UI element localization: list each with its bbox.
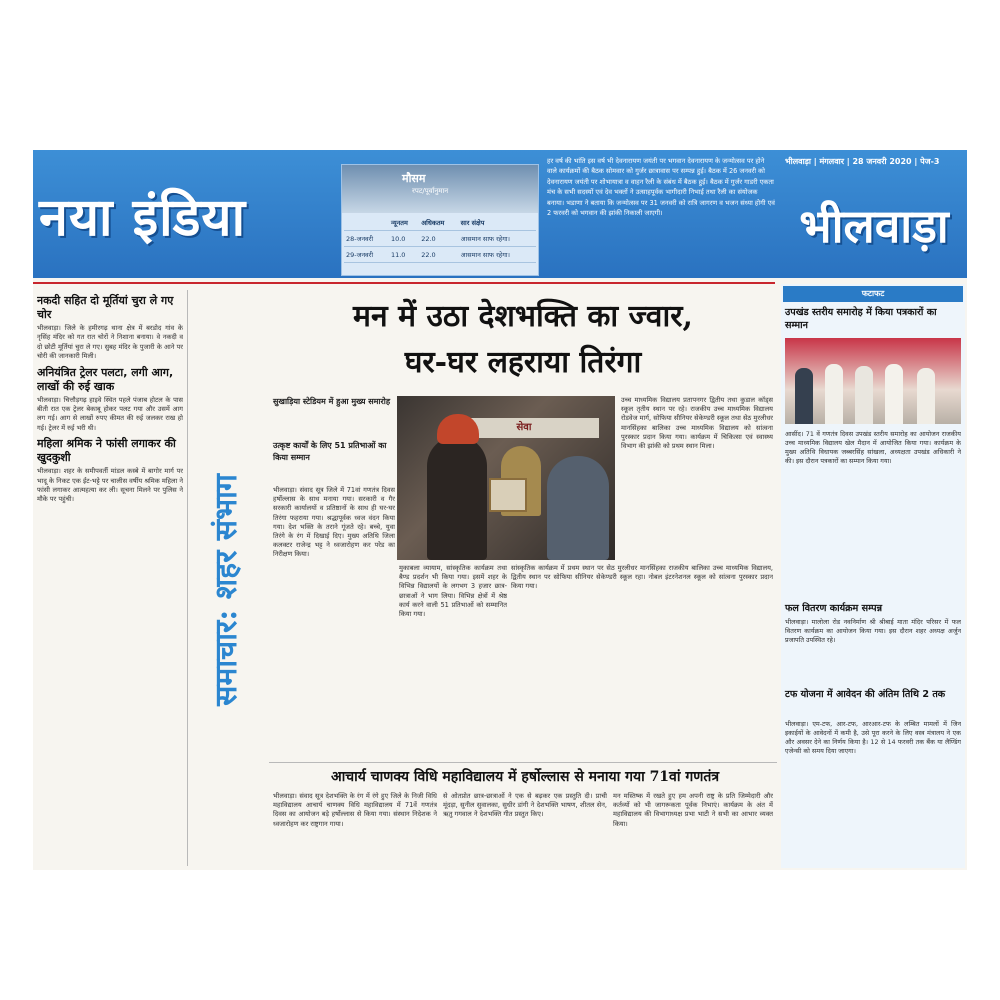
weather-row bbox=[344, 247, 536, 263]
story2-column-b: से ओतप्रोत छात्र-छात्राओं ने एक से बढ़कर एक प्रस्तुति दी। प्राची मूंदड़ा, सुनील सुवालका, सुधीर डांगी ने देशभक्ति भाषण, शीतल सेन, ऋतु गगवाल ने देशभक्ति गीत प्रस्तुत किए। bbox=[443, 792, 607, 819]
photo-trophy bbox=[489, 478, 527, 512]
headline-line-2: घर-घर लहराया तिरंगा bbox=[404, 345, 642, 380]
story-text: भीलवाड़ा। जिले के हमीरगढ़ थाना क्षेत्र में बरडोद गांव के नृसिंह मंदिर को गत रात चोरों ने निशाना बनाया। वे नकदी व दो छोटी मूर्तियां चुरा ले गए। सुबह मंदिर के पुजारी के आने पर चोरी की जानकारी मिली। bbox=[37, 324, 183, 361]
story-title: फल वितरण कार्यक्रम सम्पन्न bbox=[785, 603, 883, 614]
weather-header-min: न्यूनतम bbox=[389, 215, 419, 231]
story-text: भीलवाड़ा। शहर के समीपवर्ती मांडल कस्बे में बागोर मार्ग पर भादू के निकट एक ईंट-भट्टे पर चालीस वर्षीय श्रमिक महिला ने फांसी लगाकर आत्महत्या कर ली। सूचना मिलने पर पुलिस ने मौके पर पहुंची। bbox=[37, 467, 183, 504]
weather-header-blank bbox=[344, 215, 389, 231]
photo-turban bbox=[437, 414, 479, 444]
photo-banner: सेवा bbox=[449, 418, 599, 438]
left-column bbox=[37, 290, 183, 866]
weather-max: 22.0 bbox=[419, 231, 458, 247]
weather-min: 10.0 bbox=[389, 231, 419, 247]
weather-subtitle: रपट/पूर्वानुमान bbox=[412, 187, 449, 195]
section-tag: फटाफट bbox=[783, 286, 963, 302]
subdeck-1: सुखाड़िया स्टेडियम में हुआ मुख्य समारोह bbox=[273, 397, 391, 406]
weather-table bbox=[344, 215, 536, 263]
story2-column-a: भीलवाड़ा। संवाद सूत्र देशभक्ति के रंग में रंगे हुए जिले के निजी विधि महाविद्यालय आचार्य चाणक्य विधि महाविद्यालय में 71वें गणतंत्र दिवस का आयोजन बड़े हर्षोल्लास से किया गया। संस्थान निदेशक ने ध्वजारोहण कर राष्ट्रगान गाया। bbox=[273, 792, 437, 828]
photo-person bbox=[917, 368, 935, 424]
story-text: भीलवाड़ा। चित्तौड़गढ़ हाइवे स्थित पहले पंजाब होटल के पास बीती रात एक ट्रेलर बेकाबू होकर पलट गया और उसमें आग लग गई। आग से लाखों रुपए कीमत की रुई जलकर राख हो गई। ट्रेलर में रुई भरी थी। bbox=[37, 395, 183, 432]
weather-title: मौसम bbox=[402, 172, 426, 185]
photo-person bbox=[795, 368, 813, 424]
dateline: भीलवाड़ा | मंगलवार | 28 जनवरी 2020 | पेज-3 bbox=[785, 157, 940, 166]
photo-person-right bbox=[547, 456, 609, 560]
weather-header-summary: सार संक्षेप bbox=[459, 215, 536, 231]
story-column-a: भीलवाड़ा। संवाद सूत्र जिले में 71वां गणतंत्र दिवस हर्षोल्लास के साथ मनाया गया। सरकारी व गैर सरकारी कार्यालयों व प्रतिष्ठानों के साथ ही घर-घर तिरंगा फहराया गया। श्रद्धापूर्वक ध्वज वंदन किया गया। देश भक्ति के तराने गूंजते रहे। बच्चे, युवा तिरंगे के रंग में दिखाई दिए। मुख्य अतिथि जिला कलक्टर राजेन्द्र भट्ट ने ध्वजारोहण कर परेड का निरीक्षण किया। bbox=[273, 486, 395, 559]
column-divider bbox=[187, 290, 188, 866]
story-title: टफ योजना में आवेदन की अंतिम तिथि 2 तक bbox=[785, 689, 946, 700]
weather-summary: आसमान साफ रहेगा। bbox=[459, 247, 536, 263]
story-column-c: उच्च माध्यमिक विद्यालय प्रतापनगर द्वितीय तथा कुडाल कॉड्स स्कूल तृतीय स्थान पर रहे। राजकीय उच्च माध्यमिक विद्यालय रोडवेज मार्ग, सोफिया सीनियर सेकेण्डरी स्कूल तथा सेठ मुरलीधर मानसिंहका बालिका उच्च माध्यमिक विद्यालय को सांत्वना पुरस्कार प्रदान किया गया। कार्यक्रम में चिकित्सा एवं स्वास्थ्य विभाग की झांकी को प्रथम स्थान मिला। bbox=[621, 396, 773, 451]
masthead bbox=[33, 150, 967, 278]
secondary-headline: आचार्य चाणक्य विधि महाविद्यालय में हर्षोल्लास से मनाया गया 71वां गणतंत्र bbox=[330, 769, 720, 785]
main-headline bbox=[273, 294, 773, 386]
story-title: महिला श्रमिक ने फांसी लगाकर की खुदकुशी bbox=[37, 437, 176, 465]
photo-person bbox=[855, 366, 873, 424]
story-title: नकदी सहित दो मूर्तियां चुरा ले गए चोर bbox=[37, 294, 174, 321]
weather-date: 28-जनवरी bbox=[344, 231, 389, 247]
weather-date: 29-जनवरी bbox=[344, 247, 389, 263]
photo-person bbox=[825, 364, 843, 424]
weather-max: 22.0 bbox=[419, 247, 458, 263]
story-text: भीलवाड़ा। एम-टफ, आर-टफ, आरआर-टफ के लम्बित मामलों में जिन इकाईयों के आवेदनों में कमी है, उसे पूरा करने के लिए वस्त्र मंत्रालय ने एक और अवसर देने का निर्णय किया है। 12 से 14 फरवरी तक बैंक या लैण्डिंग एजेन्सी को समय दिया जाएगा। bbox=[785, 720, 961, 755]
section-label bbox=[207, 400, 247, 780]
photo-person bbox=[885, 364, 903, 424]
subdeck-2: उत्कृष्ट कार्यों के लिए 51 प्रतिभाओं का किया सम्मान bbox=[273, 441, 387, 462]
masthead-intro-story: हर वर्ष की भांति इस वर्ष भी देवनारायण जयंती पर भगवान देवनारायण के जन्मोत्सव पर होने वाले कार्यक्रमों की बैठक सोमवार को गुर्जर छात्रावास पर सम्पन्न हुई। बैठक में 26 जनवरी को देवनारायण जयंती पर शोभायात्रा व वाहन रैली के संबंध में बैठक हुई। बैठक में गुर्जर गाडरी एकता मंच के सभी सदस्यों एवं देव भक्तों ने उत्साहपूर्वक भागीदारी निभाई तथा रैली का संयोजक बनाया। भडाणा ने बताया कि जन्मोत्सव पर 31 जनवरी को रात्रि जागरण व भजन संध्या होगी एवं 2 फरवरी को भगवान की झांकी निकाली जाएगी। bbox=[547, 157, 775, 218]
main-photo bbox=[397, 396, 615, 560]
story2-column-c: मन मस्तिष्क में रखते हुए हम अपनी राष्ट्र के प्रति जिम्मेदारी और कर्तव्यों को भी जागरूकता पूर्वक निभाएं। कार्यक्रम के अंत में महाविद्यालय की विभागाध्यक्ष प्रभा भाटी ने सभी का आभार व्यक्त किया। bbox=[613, 792, 773, 828]
divider bbox=[33, 282, 775, 284]
weather-row bbox=[344, 231, 536, 247]
headline-line-1: मन में उठा देशभक्ति का ज्वार, bbox=[353, 299, 693, 334]
weather-header-max: अधिकतम bbox=[419, 215, 458, 231]
story-title: अनियंत्रित ट्रेलर पलटा, लगी आग, लाखों की रुई खाक bbox=[37, 365, 174, 393]
story-column-b: मुकाबला व्यायाम, सांस्कृतिक कार्यक्रम तथा बैण्ड प्रदर्शन भी किया गया। इसमें शहर के विभिन्न विद्यालयों के लगभग 3 हजार छात्र-छात्राओं ने भाग लिया। विभिन्न क्षेत्रों में श्रेष्ठ कार्य करने वाली 51 प्रतिभाओं को सम्मानित किया गया। bbox=[399, 564, 507, 619]
story-divider bbox=[269, 762, 777, 763]
ceremony-photo bbox=[785, 338, 961, 424]
newspaper-page bbox=[33, 150, 967, 870]
story-column-d: सांस्कृतिक कार्यक्रम में प्रथम स्थान पर सेठ मुरलीधर मानसिंहका राजकीय बालिका उच्च माध्यमिक विद्यालय, द्वितीय स्थान पर सोफिया सीनियर सेकेण्डरी स्कूल रहा। नोबल इंटरनेशनल स्कूल को सांत्वना पुरस्कार प्रदान किया गया। bbox=[511, 564, 773, 591]
story-text: भीलवाड़ा। मालोला रोड नवनिर्माण श्री श्रीबाई माता मंदिर परिसर में फल वितरण कार्यक्रम का आयोजन किया गया। इस दौरान शहर अध्यक्ष अर्जुन प्रजापति उपस्थित रहे। bbox=[785, 618, 961, 644]
right-column bbox=[781, 284, 965, 868]
weather-box bbox=[341, 164, 539, 276]
story-text: आसींद। 71 वें गणतंत्र दिवस उपखंड स्तरीय समारोह का आयोजन राजकीय उच्च माध्यमिक विद्यालय खेल मैदान में आयोजित किया गया। कार्यक्रम के मुख्य अतिथि विधायक जब्बरसिंह सांखला, अध्यक्षता उपखंड अधिकारी ने की। इस दौरान पत्रकारों का सम्मान किया गया। bbox=[785, 430, 961, 465]
weather-summary: आसमान साफ रहेगा। bbox=[459, 231, 536, 247]
newspaper-logo: नया इंडिया bbox=[39, 187, 247, 248]
section-label-text: समाचार: शहर संभाग bbox=[209, 474, 244, 706]
city-name: भीलवाड़ा bbox=[799, 199, 949, 253]
weather-min: 11.0 bbox=[389, 247, 419, 263]
story-title: उपखंड स्तरीय समारोह में किया पत्रकारों का सम्मान bbox=[785, 307, 937, 331]
photo-person-left bbox=[427, 436, 487, 560]
